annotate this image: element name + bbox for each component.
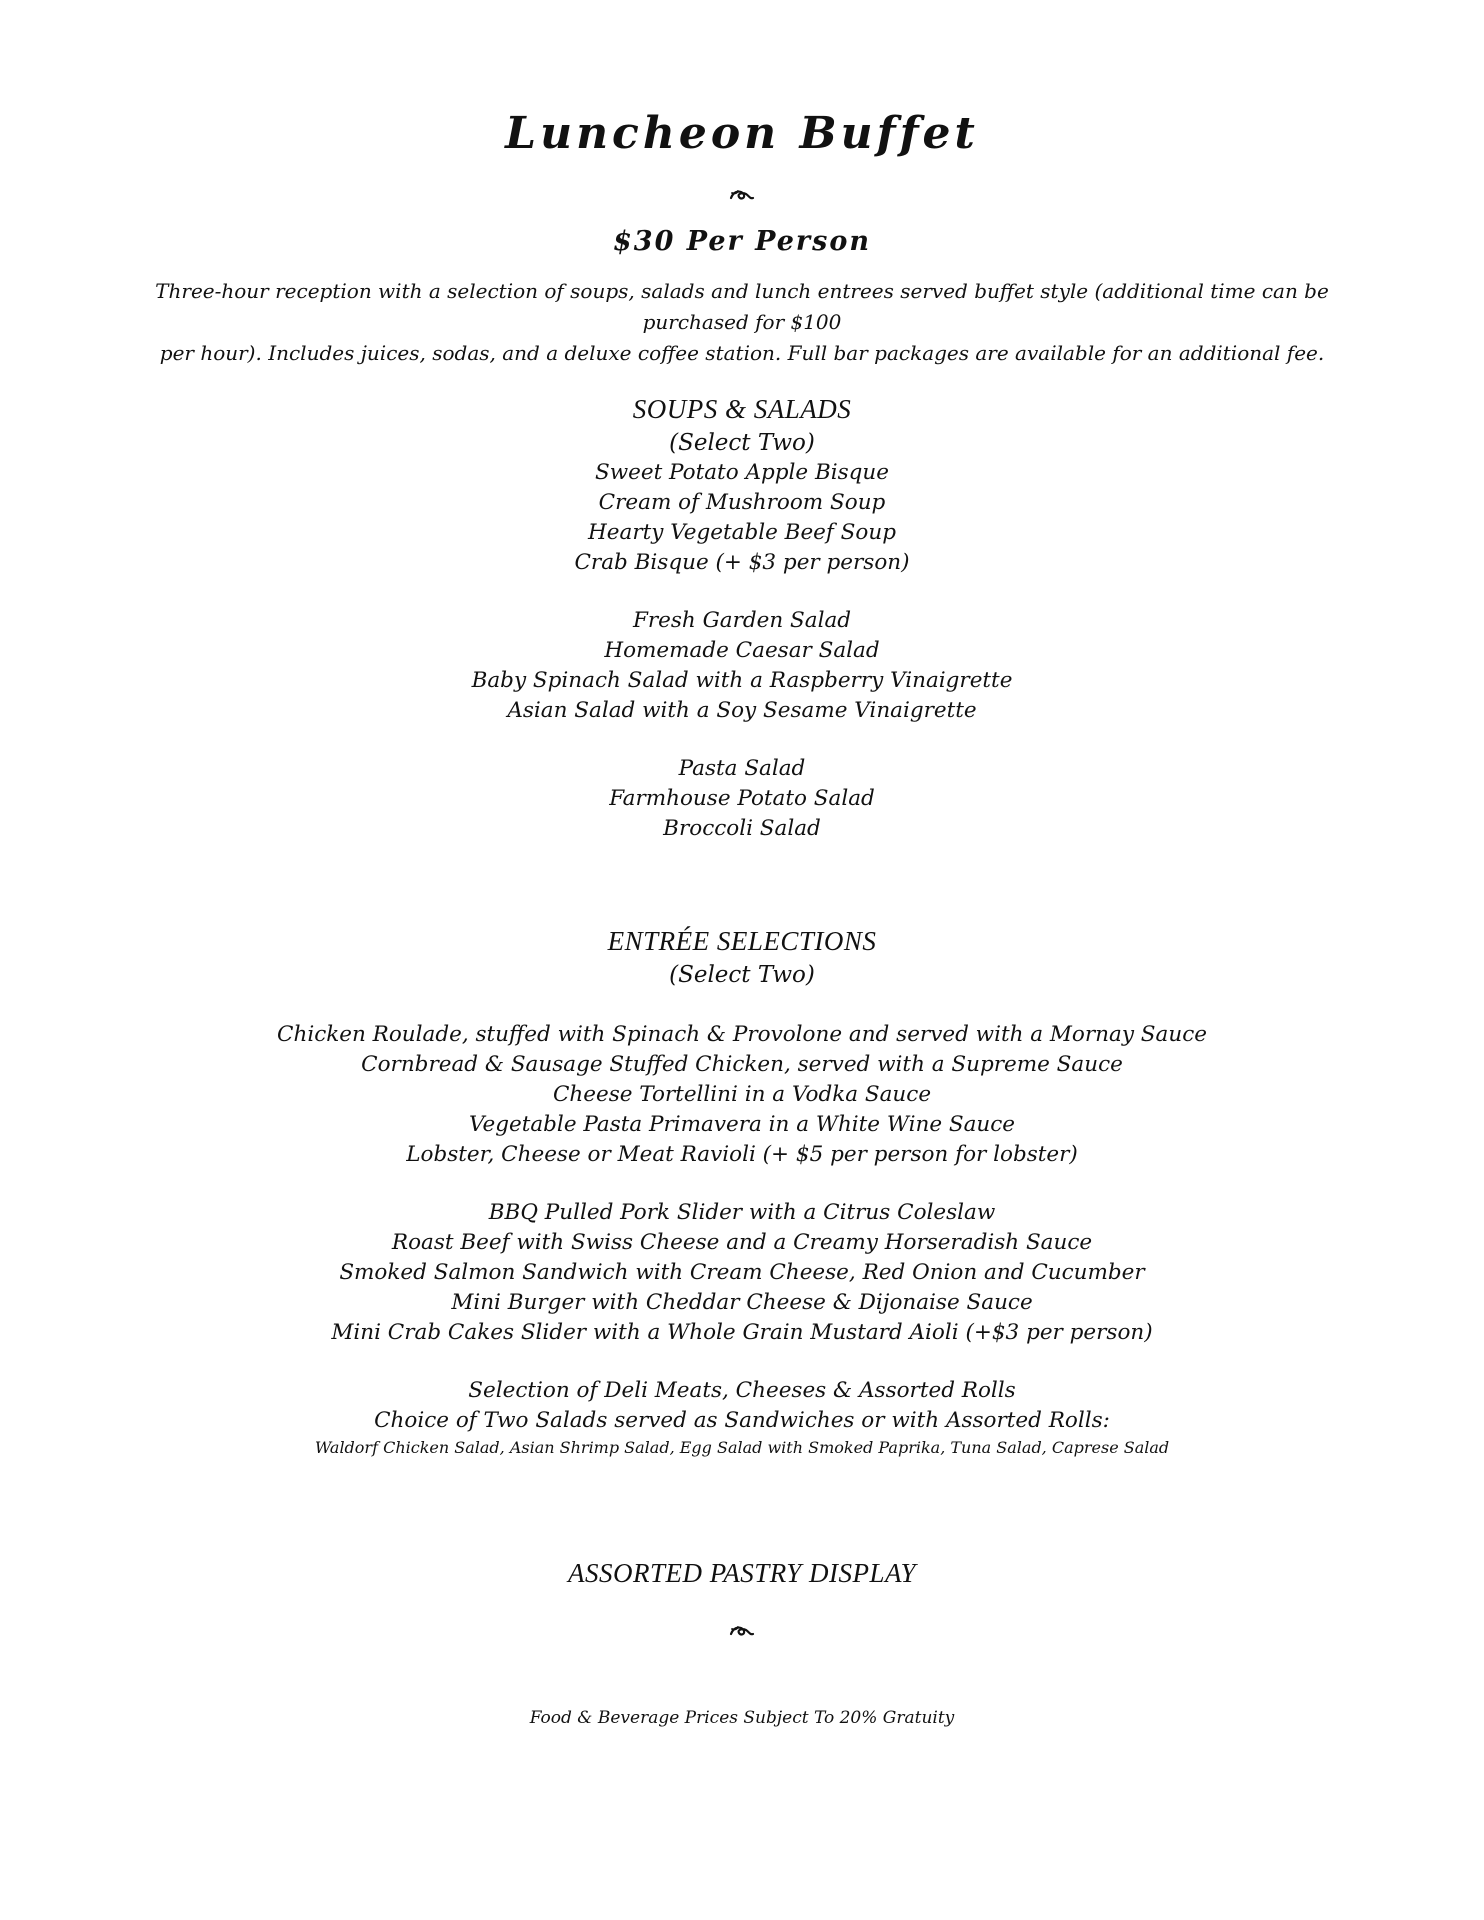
list-item: BBQ Pulled Pork Slider with a Citrus Coleslaw bbox=[488, 1200, 996, 1225]
list-item: Sweet Potato Apple Bisque bbox=[595, 460, 889, 485]
list-item: Asian Salad with a Soy Sesame Vinaigrette bbox=[507, 698, 977, 723]
list-item: Broccoli Salad bbox=[663, 816, 821, 841]
list-item: Pasta Salad bbox=[678, 756, 806, 781]
deli-list bbox=[0, 1376, 1484, 1436]
entree-main-list bbox=[0, 1020, 1484, 1170]
section-heading-pastry: ASSORTED PASTRY DISPLAY bbox=[567, 1558, 917, 1588]
list-item: Fresh Garden Salad bbox=[632, 608, 852, 633]
list-item: Baby Spinach Salad with a Raspberry Vinaigrette bbox=[471, 668, 1013, 693]
select-two-note: (Select Two) bbox=[669, 430, 815, 456]
list-item: Chicken Roulade, stuffed with Spinach & Provolone and served with a Mornay Sauce bbox=[277, 1022, 1207, 1047]
select-two-note: (Select Two) bbox=[669, 962, 815, 988]
sandwich-list bbox=[0, 1198, 1484, 1348]
list-item: Mini Crab Cakes Slider with a Whole Grain Mustard Aioli (+$3 per person) bbox=[331, 1320, 1153, 1345]
list-item: Homemade Caesar Salad bbox=[604, 638, 880, 663]
list-item: Vegetable Pasta Primavera in a White Wine Sauce bbox=[468, 1112, 1016, 1137]
list-item: Hearty Vegetable Beef Soup bbox=[588, 520, 896, 545]
soup-list bbox=[0, 458, 1484, 578]
list-item: Cheese Tortellini in a Vodka Sauce bbox=[552, 1082, 932, 1107]
list-item: Lobster, Cheese or Meat Ravioli (+ $5 per person for lobster) bbox=[406, 1142, 1078, 1167]
flourish-ornament-icon bbox=[0, 1620, 1484, 1644]
list-item: Cornbread & Sausage Stuffed Chicken, served with a Supreme Sauce bbox=[361, 1052, 1123, 1077]
list-item: Crab Bisque (+ $3 per person) bbox=[574, 550, 910, 575]
list-item: Choice of Two Salads served as Sandwiches or with Assorted Rolls: bbox=[374, 1408, 1110, 1433]
deli-salad-options: Waldorf Chicken Salad, Asian Shrimp Salad, Egg Salad with Smoked Paprika, Tuna Salad, Caprese Salad bbox=[314, 1438, 1170, 1457]
list-item: Roast Beef with Swiss Cheese and a Creamy Horseradish Sauce bbox=[391, 1230, 1093, 1255]
list-item: Mini Burger with Cheddar Cheese & Dijonaise Sauce bbox=[451, 1290, 1033, 1315]
list-item: Farmhouse Potato Salad bbox=[609, 786, 875, 811]
flourish-ornament-icon bbox=[0, 184, 1484, 208]
side-salad-list bbox=[0, 754, 1484, 844]
section-heading-entrees: ENTRÉE SELECTIONS bbox=[607, 926, 877, 956]
list-item: Smoked Salmon Sandwich with Cream Cheese, Red Onion and Cucumber bbox=[339, 1260, 1145, 1285]
list-item: Cream of Mushroom Soup bbox=[598, 490, 886, 515]
price-per-person: $30 Per Person bbox=[613, 226, 871, 257]
section-heading-soups-salads: SOUPS & SALADS bbox=[632, 394, 852, 424]
gratuity-footer: Food & Beverage Prices Subject To 20% Gratuity bbox=[529, 1708, 955, 1728]
page-title: Luncheon Buffet bbox=[505, 108, 979, 159]
list-item: Selection of Deli Meats, Cheeses & Assorted Rolls bbox=[468, 1378, 1016, 1403]
intro-line-2: per hour). Includes juices, sodas, and a deluxe coffee station. Full bar packages are available for an additional fee. bbox=[159, 341, 1325, 365]
intro-line-1: Three-hour reception with a selection of soups, salads and lunch entrees served buffet style (additional time can be purchased for $100 bbox=[155, 279, 1329, 334]
salad-list bbox=[0, 606, 1484, 726]
intro-paragraph bbox=[130, 276, 1354, 369]
